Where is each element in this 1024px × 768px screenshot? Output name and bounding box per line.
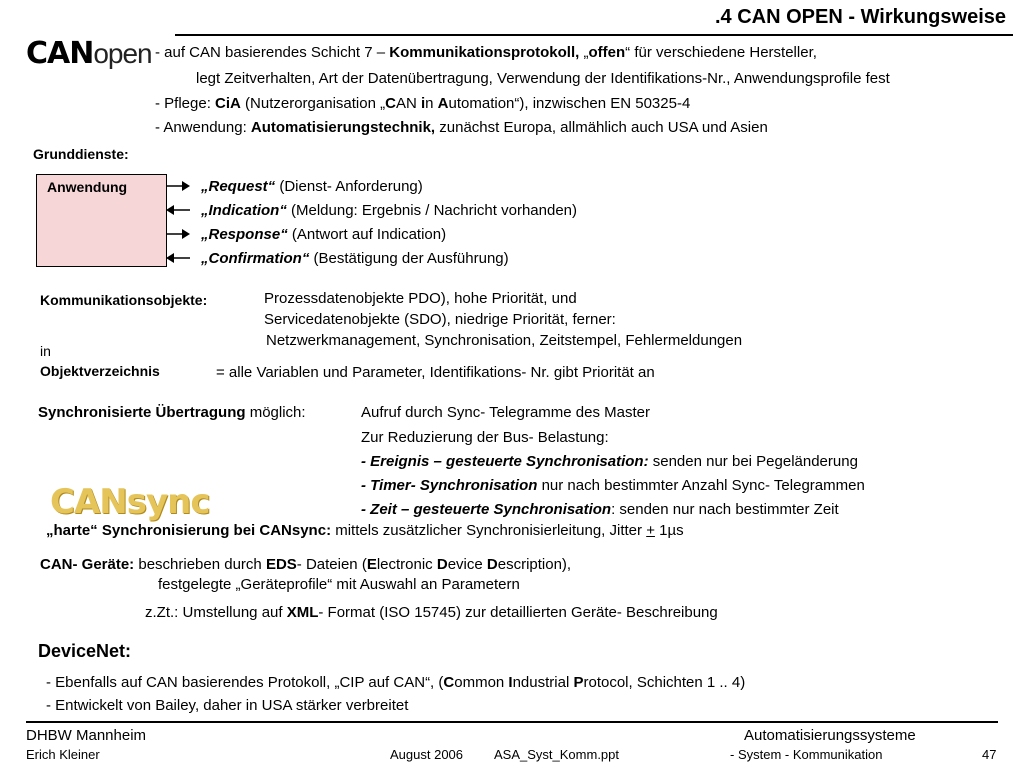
slide-title: .4 CAN OPEN - Wirkungsweise (715, 6, 1006, 28)
arrow-left-icon (166, 252, 190, 264)
service-confirmation: „Confirmation“ (Bestätigung der Ausführung) (201, 250, 509, 267)
devicenet-line-2: - Entwickelt von Bailey, daher in USA stärker verbreitet (46, 697, 409, 714)
objektverzeichnis-label: Objektverzeichnis (40, 363, 160, 379)
sync-item-timer: - Timer- Synchronisation nur nach bestimmter Anzahl Sync- Telegrammen (361, 477, 865, 494)
footer-chapter: - System - Kommunikation (730, 747, 883, 762)
intro-line-3: - Pflege: CiA (Nutzerorganisation „CAN in Automation“), inzwischen EN 50325-4 (155, 95, 691, 112)
arrow-right-icon (166, 180, 190, 192)
footer-rule (26, 721, 998, 723)
arrow-right-icon (166, 228, 190, 240)
intro-line-2: legt Zeitverhalten, Art der Datenübertragung, Verwendung der Identifikations-Nr., Anwendungsprofile fest (196, 70, 890, 87)
footer-author: Erich Kleiner (26, 747, 100, 762)
geraete-line-2: festgelegte „Geräteprofile“ mit Auswahl an Parametern (158, 576, 520, 593)
in-label: in (40, 343, 51, 359)
title-rule (175, 34, 1013, 36)
arrow-left-icon (166, 204, 190, 216)
devicenet-line-1: - Ebenfalls auf CAN basierendes Protokoll, „CIP auf CAN“, (Common Industrial Protocol, Schichten 1 .. 4) (46, 674, 746, 691)
devicenet-heading: DeviceNet: (38, 641, 132, 661)
anwendung-label: Anwendung (47, 179, 128, 195)
sync-item-ereignis: - Ereignis – gesteuerte Synchronisation: senden nur bei Pegeländerung (361, 453, 858, 470)
kommunikation-label: Kommunikationsobjekte: (40, 292, 208, 308)
sync-item-zeit: - Zeit – gesteuerte Synchronisation: senden nur nach bestimmter Zeit (361, 501, 839, 518)
grunddienste-label: Grunddienste: (33, 146, 129, 162)
cansync-logo: CANsync (50, 482, 210, 522)
footer-filename: ASA_Syst_Komm.ppt (494, 747, 619, 762)
geraete-line-3: z.Zt.: Umstellung auf XML- Format (ISO 15745) zur detaillierten Geräte- Beschreibung (145, 604, 718, 621)
intro-line-1: - auf CAN basierendes Schicht 7 – Kommunikationsprotokoll, „offen“ für verschiedene Hersteller, (155, 44, 817, 61)
footer-institution: DHBW Mannheim (26, 727, 147, 744)
kommunikation-line-2: Servicedatenobjekte (SDO), niedrige Priorität, ferner: (264, 311, 616, 328)
canopen-logo: CANopen (26, 36, 152, 71)
kommunikation-line-1: Prozessdatenobjekte PDO), hohe Priorität, und (264, 290, 577, 307)
harte-sync-line: „harte“ Synchronisierung bei CANsync: mittels zusätzlicher Synchronisierleitung, Jitter + 1µs (46, 522, 684, 539)
objektverzeichnis-desc: = alle Variablen und Parameter, Identifikations- Nr. gibt Priorität an (216, 364, 655, 381)
footer-course: Automatisierungssysteme (744, 727, 916, 744)
sync-line-1: Aufruf durch Sync- Telegramme des Master (361, 404, 651, 421)
kommunikation-line-3: Netzwerkmanagement, Synchronisation, Zeitstempel, Fehlermeldungen (266, 332, 743, 349)
intro-line-4: - Anwendung: Automatisierungstechnik, zunächst Europa, allmählich auch USA und Asien (155, 119, 768, 136)
geraete-line-1: CAN- Geräte: beschrieben durch EDS- Dateien (Electronic Device Description), (40, 556, 572, 573)
sync-label: Synchronisierte Übertragung möglich: (38, 404, 306, 421)
service-request: „Request“ (Dienst- Anforderung) (201, 178, 423, 195)
footer-page-number: 47 (982, 747, 997, 762)
sync-line-2: Zur Reduzierung der Bus- Belastung: (361, 429, 609, 446)
service-indication: „Indication“ (Meldung: Ergebnis / Nachricht vorhanden) (201, 202, 577, 219)
service-response: „Response“ (Antwort auf Indication) (201, 226, 447, 243)
anwendung-box (36, 174, 167, 267)
footer-date: August 2006 (390, 747, 464, 762)
